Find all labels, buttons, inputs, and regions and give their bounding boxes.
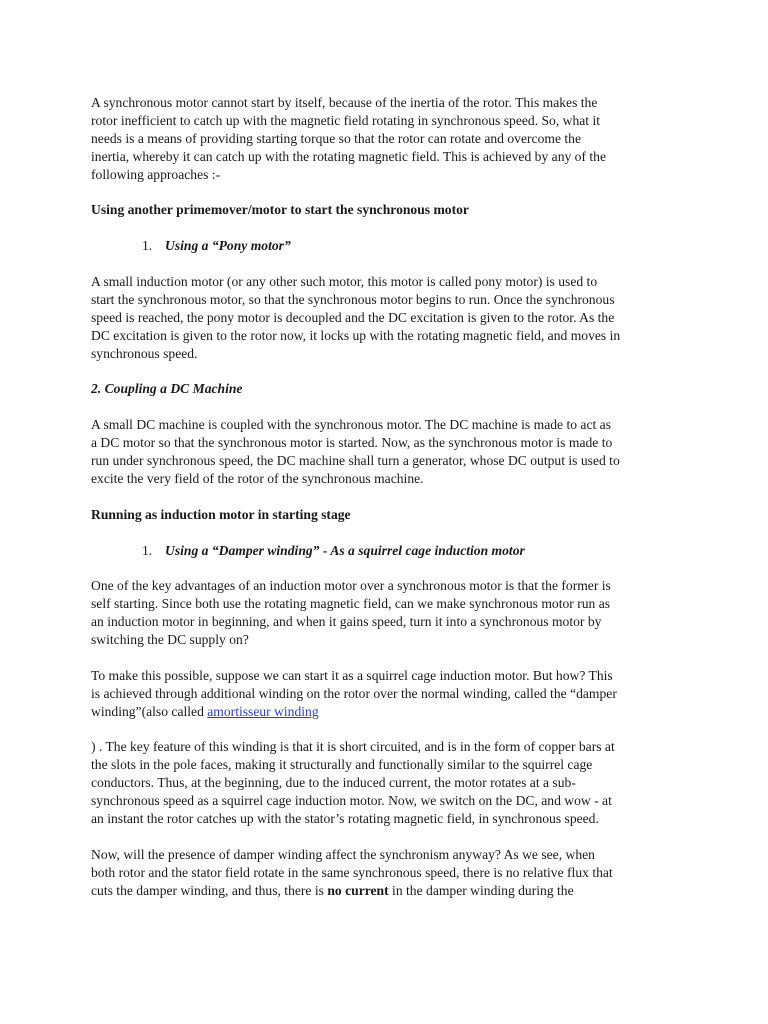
amortisseur-winding-link[interactable]: amortisseur winding — [207, 704, 319, 719]
text-line: a DC motor so that the synchronous motor is started. Now, as the synchronous motor is made to — [91, 435, 613, 450]
text-line: synchronous speed. — [91, 346, 198, 361]
text-fragment: winding”(also called — [91, 704, 208, 719]
section-heading-primemover: Using another primemover/motor to start the synchronous motor — [91, 202, 469, 217]
intro-paragraph — [91, 94, 691, 184]
text-line: speed is reached, the pony motor is decoupled and the DC excitation is given to the rotor. As the — [91, 310, 615, 325]
text-line: run under synchronous speed, the DC machine shall turn a generator, whose DC output is used to — [91, 453, 620, 468]
text-line: is achieved through additional winding on the rotor over the normal winding, called the “damper — [91, 686, 617, 701]
text-line: A small induction motor (or any other such motor, this motor is called pony motor) is used to — [91, 274, 598, 289]
text-fragment: in the damper winding during the — [388, 883, 574, 898]
text-line: both rotor and the stator field rotate in the same synchronous speed, there is no relative flux that — [91, 865, 613, 880]
text-line: inertia, whereby it can catch up with the rotating magnetic field. This is achieved by any of the — [91, 149, 607, 164]
text-line: One of the key advantages of an induction motor over a synchronous motor is that the former is — [91, 578, 611, 593]
key-feature-paragraph — [91, 738, 691, 828]
list-heading-damper-winding: Using a “Damper winding” - As a squirrel cage induction motor — [165, 543, 525, 558]
text-line: rotor inefficient to catch up with the magnetic field rotating in synchronous speed. So, what it — [91, 113, 601, 128]
text-line: self starting. Since both use the rotating magnetic field, can we make synchronous motor run as — [91, 596, 611, 611]
pony-motor-paragraph — [91, 273, 691, 363]
damper-intro-paragraph — [91, 667, 691, 721]
text-line: To make this possible, suppose we can start it as a squirrel cage induction motor. But how? This — [91, 668, 613, 683]
text-line: an induction motor in beginning, and when it gains speed, turn it into a synchronous motor by — [91, 614, 602, 629]
text-line — [91, 882, 691, 900]
text-line: an instant the rotor catches up with the stator’s rotating magnetic field, in synchronous speed. — [91, 811, 599, 826]
synchronism-paragraph — [91, 846, 691, 900]
list-heading-pony-motor: Using a “Pony motor” — [165, 238, 291, 253]
text-line: needs is a means of providing starting torque so that the rotor can rotate and overcome the — [91, 131, 581, 146]
text-line: start the synchronous motor, so that the synchronous motor begins to run. Once the synchronous — [91, 292, 615, 307]
text-line: A synchronous motor cannot start by itself, because of the inertia of the rotor. This makes the — [91, 95, 598, 110]
text-line: DC excitation is given to the rotor now, it locks up with the rotating magnetic field, and moves in — [91, 328, 621, 343]
text-line: ) . The key feature of this winding is that it is short circuited, and is in the form of copper bars at — [91, 739, 615, 754]
text-line — [91, 703, 691, 721]
list-number: 1. — [142, 238, 153, 253]
text-line: the slots in the pole faces, making it structurally and functionally similar to the squirrel cage — [91, 757, 593, 772]
section-heading-dc-machine: 2. Coupling a DC Machine — [91, 381, 243, 396]
text-line: conductors. Thus, at the beginning, due to the induced current, the motor rotates at a sub- — [91, 775, 576, 790]
text-line: Now, will the presence of damper winding affect the synchronism anyway? As we see, when — [91, 847, 595, 862]
text-fragment: cuts the damper winding, and thus, there is — [91, 883, 328, 898]
bold-no-current: no current — [327, 883, 389, 898]
text-line: A small DC machine is coupled with the synchronous motor. The DC machine is made to act as — [91, 417, 611, 432]
dc-machine-paragraph — [91, 416, 691, 488]
section-heading-induction: Running as induction motor in starting stage — [91, 507, 351, 522]
text-line: excite the very field of the rotor of the synchronous machine. — [91, 471, 424, 486]
list-number: 1. — [142, 543, 153, 558]
text-line: synchronous speed as a squirrel cage induction motor. Now, we switch on the DC, and wow - at — [91, 793, 612, 808]
text-line: following approaches :- — [91, 167, 221, 182]
text-line: switching the DC supply on? — [91, 632, 249, 647]
advantages-paragraph — [91, 577, 691, 649]
